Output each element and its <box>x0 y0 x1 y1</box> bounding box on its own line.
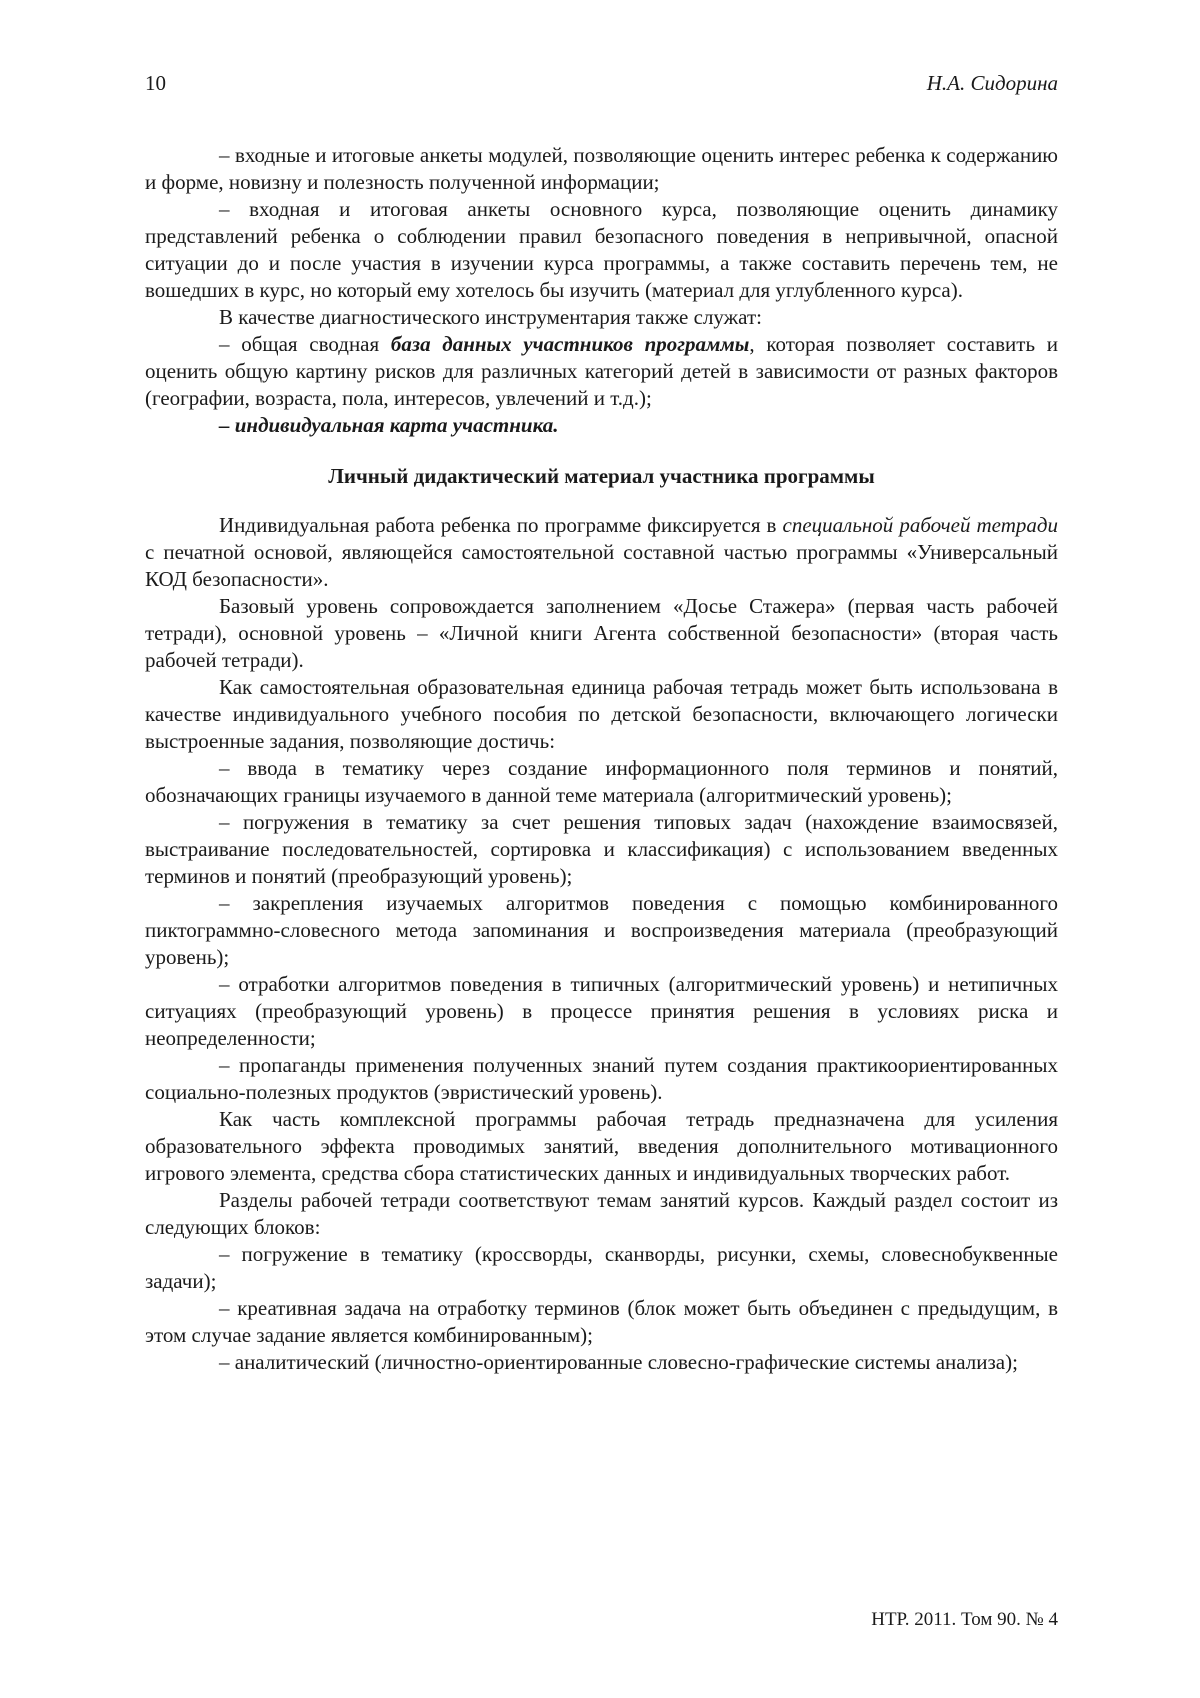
paragraph: – креативная задача на отработку терминов (блок может быть объединен с предыдущим, в этом случае задание является комбинированным); <box>145 1296 1058 1347</box>
paragraph: Разделы рабочей тетради соответствуют темам занятий курсов. Каждый раздел состоит из следующих блоков: <box>145 1188 1058 1239</box>
text-run: с печатной основой, являющейся самостоятельной составной частью программы «Универсальный КОД безопасности». <box>145 540 1058 591</box>
italic-text: специальной рабочей тетради <box>782 513 1058 537</box>
paragraph: – входная и итоговая анкеты основного курса, позволяющие оценить динамику представлений ребенка о соблюдении правил безопасного поведения в непривычной, опасной ситуации до и после участия в изучении курса программы, а также составить перечень тем, не вошедших в курс, но который ему хотелось бы изучить (материал для углубленного курса). <box>145 197 1058 302</box>
paragraph-database-item <box>145 331 1058 412</box>
text-run: Индивидуальная работа ребенка по программе фиксируется в <box>219 513 783 537</box>
paragraph: – погружения в тематику за счет решения типовых задач (нахождение взаимосвязей, выстраивание последовательностей, сортировка и классификация) с использованием введенных терминов и понятий (преобразующий уровень); <box>145 810 1058 888</box>
page-number: 10 <box>145 71 166 95</box>
text-run: , которая позволяет составить и оценить общую картину рисков для различных категорий детей в зависимости от разных факторов (географии, возраста, пола, интересов, увлечений и т.д.); <box>145 332 1058 410</box>
paragraph-workbook <box>145 512 1058 593</box>
paragraph: – закрепления изучаемых алгоритмов поведения с помощью комбинированного пиктограммно-словесного метода запоминания и воспроизведения материала (преобразующий уровень); <box>145 891 1058 969</box>
section-heading: Личный дидактический материал участника программы <box>328 464 875 488</box>
paragraph: – пропаганды применения полученных знаний путем создания практикоориентированных социально-полезных продуктов (эвристический уровень). <box>145 1053 1058 1104</box>
body-text <box>145 142 1058 1376</box>
emphasis-text: база данных участников программы <box>390 332 750 356</box>
running-header-author: Н.А. Сидорина <box>926 71 1058 95</box>
paragraph: – погружение в тематику (кроссворды, сканворды, рисунки, схемы, словеснобуквенные задачи); <box>145 1242 1058 1293</box>
text-run: – общая сводная <box>219 332 391 356</box>
paragraph: – аналитический (личностно-ориентированные словесно-графические системы анализа); <box>219 1350 1018 1374</box>
paragraph: Базовый уровень сопровождается заполнением «Досье Стажера» (первая часть рабочей тетради), основной уровень – «Личной книги Агента собственной безопасности» (вторая часть рабочей тетради). <box>145 594 1058 672</box>
paragraph: – входные и итоговые анкеты модулей, позволяющие оценить интерес ребенка к содержанию и форме, новизну и полезность полученной информации; <box>145 143 1058 194</box>
paragraph-participant-card: – индивидуальная карта участника. <box>219 413 559 437</box>
paragraph: – ввода в тематику через создание информационного поля терминов и понятий, обозначающих границы изучаемого в данной теме материала (алгоритмический уровень); <box>145 756 1058 807</box>
paragraph: – отработки алгоритмов поведения в типичных (алгоритмический уровень) и нетипичных ситуациях (преобразующий уровень) в процессе принятия решения в условиях риска и неопределенности; <box>145 972 1058 1050</box>
paragraph: Как часть комплексной программы рабочая тетрадь предназначена для усиления образовательного эффекта проводимых занятий, введения дополнительного мотивационного игрового элемента, средства сбора статистических данных и индивидуальных творческих работ. <box>145 1107 1058 1185</box>
journal-footer: НТР. 2011. Том 90. № 4 <box>871 1609 1058 1630</box>
paragraph: Как самостоятельная образовательная единица рабочая тетрадь может быть использована в качестве индивидуального учебного пособия по детской безопасности, включающего логически выстроенные задания, позволяющие достичь: <box>145 675 1058 753</box>
paragraph: В качестве диагностического инструментария также служат: <box>219 305 762 329</box>
